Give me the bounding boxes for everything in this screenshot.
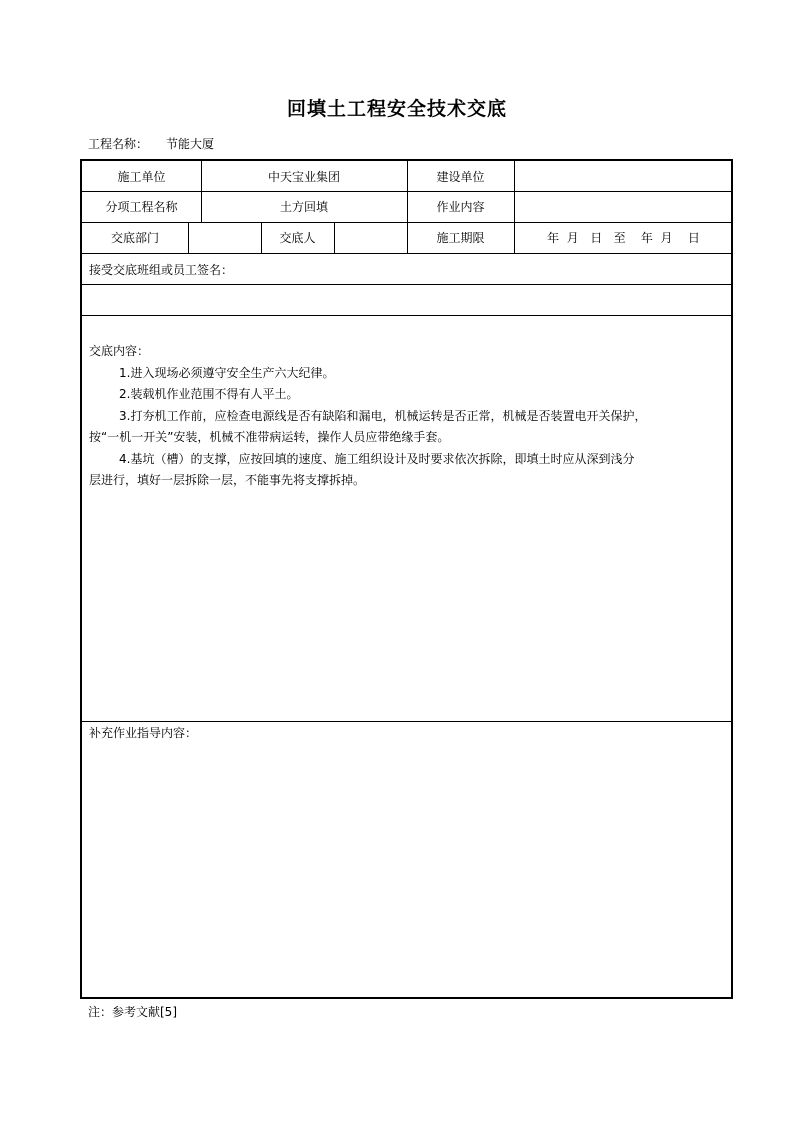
disclosure-table	[80, 159, 733, 999]
sign-field[interactable]	[82, 284, 733, 315]
content-line: 按“一机一开关”安装，机械不准带病运转，操作人员应带绝缘手套。	[89, 430, 450, 444]
content-heading: 交底内容：	[89, 344, 150, 358]
dept-value[interactable]	[188, 222, 261, 253]
content-line: 3.打夯机工作前，应检查电源线是否有缺陷和漏电，机械运转是否正常，机械是否装置电开关保护，	[119, 408, 647, 423]
sign-label: 接受交底班组或员工签名：	[89, 263, 234, 277]
disclosure-content	[89, 341, 729, 492]
reference-note: 注：参考文献[5]	[88, 1005, 177, 1019]
unit-value[interactable]: 中天宝业集团	[267, 169, 340, 184]
content-line: 2.装载机作业范围不得有人平土。	[119, 387, 299, 401]
row-divider	[82, 253, 731, 254]
content-line: 4.基坑（槽）的支撑，应按回填的速度、施工组织设计及时要求依次拆除，即填土时应从深到浅分	[119, 451, 635, 466]
dept-label: 交底部门	[110, 231, 159, 245]
build-label: 建设单位	[436, 169, 485, 184]
period-value[interactable]: 年 月 日 至 年 月 日	[547, 231, 700, 245]
supplement-label: 补充作业指导内容：	[89, 726, 198, 740]
unit-label: 施工单位	[117, 169, 166, 184]
project-line	[88, 135, 214, 152]
person-label: 交底人	[279, 231, 316, 245]
content-line: 层进行，填好一层拆除一层，不能事先将支撑拆掉。	[89, 473, 366, 487]
row-divider	[82, 721, 731, 722]
content-line: 1.进入现场必须遵守安全生产六大纪律。	[119, 365, 335, 380]
project-name: 节能大厦	[166, 137, 215, 151]
document-title: 回填土工程安全技术交底	[286, 98, 507, 120]
work-label: 作业内容	[436, 200, 485, 214]
row-divider	[82, 315, 731, 316]
period-label: 施工期限	[436, 231, 485, 245]
subitem-value[interactable]: 土方回填	[279, 200, 328, 214]
work-value[interactable]	[514, 191, 733, 222]
build-value[interactable]	[514, 161, 733, 191]
project-label: 工程名称：	[88, 137, 149, 151]
subitem-label: 分项工程名称	[105, 200, 178, 214]
person-value[interactable]	[334, 222, 407, 253]
